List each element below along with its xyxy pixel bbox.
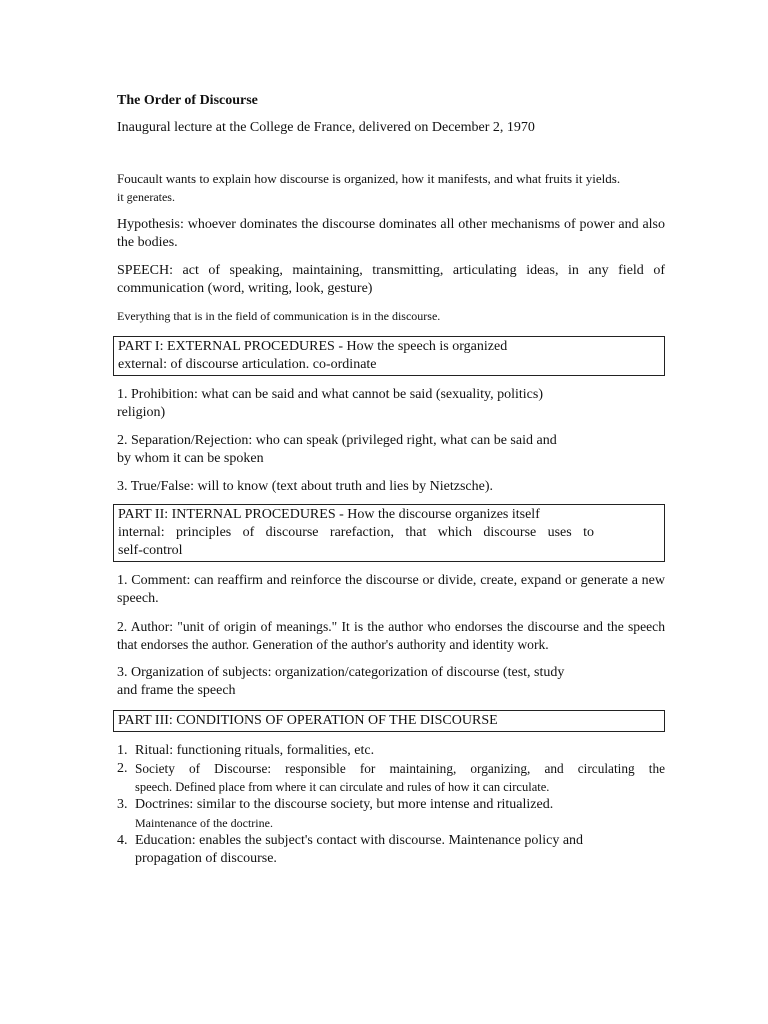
list-extra: Maintenance of the doctrine.: [135, 816, 273, 830]
list-number: 3.: [117, 797, 128, 812]
part2-item-3-line2: and frame the speech: [117, 683, 236, 698]
document-subtitle: Inaugural lecture at the College de France, delivered on December 2, 1970: [117, 120, 535, 135]
intro-line-1: Foucault wants to explain how discourse is organized, how it manifests, and what fruits it yields.: [117, 171, 621, 186]
list-text: Doctrines: similar to the discourse society, but more intense and ritualized.: [135, 797, 554, 812]
document-title: The Order of Discourse: [117, 93, 258, 108]
hypothesis-paragraph: Hypothesis: whoever dominates the discourse dominates all other mechanisms of power and also the bodies.: [117, 217, 665, 250]
part1-heading-box: [113, 336, 665, 376]
part2-heading-line3: self-control: [118, 543, 183, 558]
part3-list-item: [117, 796, 665, 832]
part3-heading-box: PART III: CONDITIONS OF OPERATION OF THE DISCOURSE: [113, 710, 665, 732]
list-number: 2.: [117, 761, 128, 776]
intro-line-2: it generates.: [117, 190, 175, 204]
intro-paragraph: [117, 170, 665, 206]
part2-heading-line1: PART II: INTERNAL PROCEDURES - How the discourse organizes itself: [118, 507, 540, 522]
part1-item-1: [117, 386, 665, 422]
part1-item-2-line2: by whom it can be spoken: [117, 451, 264, 466]
part2-heading-box: [113, 504, 665, 562]
part1-item-3: 3. True/False: will to know (text about truth and lies by Nietzsche).: [117, 479, 494, 494]
part1-item-1-line1: 1. Prohibition: what can be said and what cannot be said (sexuality, politics): [117, 387, 543, 402]
everything-paragraph: Everything that is in the field of communication is in the discourse.: [117, 309, 441, 323]
speech-definition-paragraph: SPEECH: act of speaking, maintaining, transmitting, articulating ideas, in any field of communication (word, writing, look, gesture): [117, 263, 665, 296]
part2-item-3-line1: 3. Organization of subjects: organization/categorization of discourse (test, study: [117, 665, 565, 680]
part3-list: [117, 742, 665, 868]
part3-list-item: [117, 760, 665, 796]
part1-item-1-line2: religion): [117, 405, 166, 420]
part1-item-2-line1: 2. Separation/Rejection: who can speak (privileged right, what can be said and: [117, 433, 557, 448]
list-extra: propagation of discourse.: [135, 851, 277, 866]
document-page: [117, 92, 665, 868]
list-text: Society of Discourse: responsible for maintaining, organizing, and circulating the: [135, 761, 665, 776]
list-number: 1.: [117, 743, 128, 758]
list-number: 4.: [117, 833, 128, 848]
list-text: Education: enables the subject's contact with discourse. Maintenance policy and: [135, 833, 584, 848]
part2-item-2: 2. Author: "unit of origin of meanings." It is the author who endorses the discourse and the speech that endorses the author. Generation of the author's authority and identity work.: [117, 619, 665, 652]
part1-heading-line1: PART I: EXTERNAL PROCEDURES - How the speech is organized: [118, 339, 508, 354]
part2-heading-line2: internal: principles of discourse rarefaction, that which discourse uses to: [118, 525, 594, 540]
list-extra: speech. Defined place from where it can circulate and rules of how it can circulate.: [135, 780, 550, 794]
part2-item-1: 1. Comment: can reaffirm and reinforce the discourse or divide, create, expand or generate a new speech.: [117, 573, 665, 606]
part2-item-3: [117, 664, 665, 700]
part3-list-item: [117, 742, 665, 760]
list-text: Ritual: functioning rituals, formalities, etc.: [135, 743, 375, 758]
part1-heading-line2: external: of discourse articulation. co-ordinate: [118, 357, 377, 372]
part1-item-2: [117, 432, 665, 468]
part3-list-item: [117, 832, 665, 868]
